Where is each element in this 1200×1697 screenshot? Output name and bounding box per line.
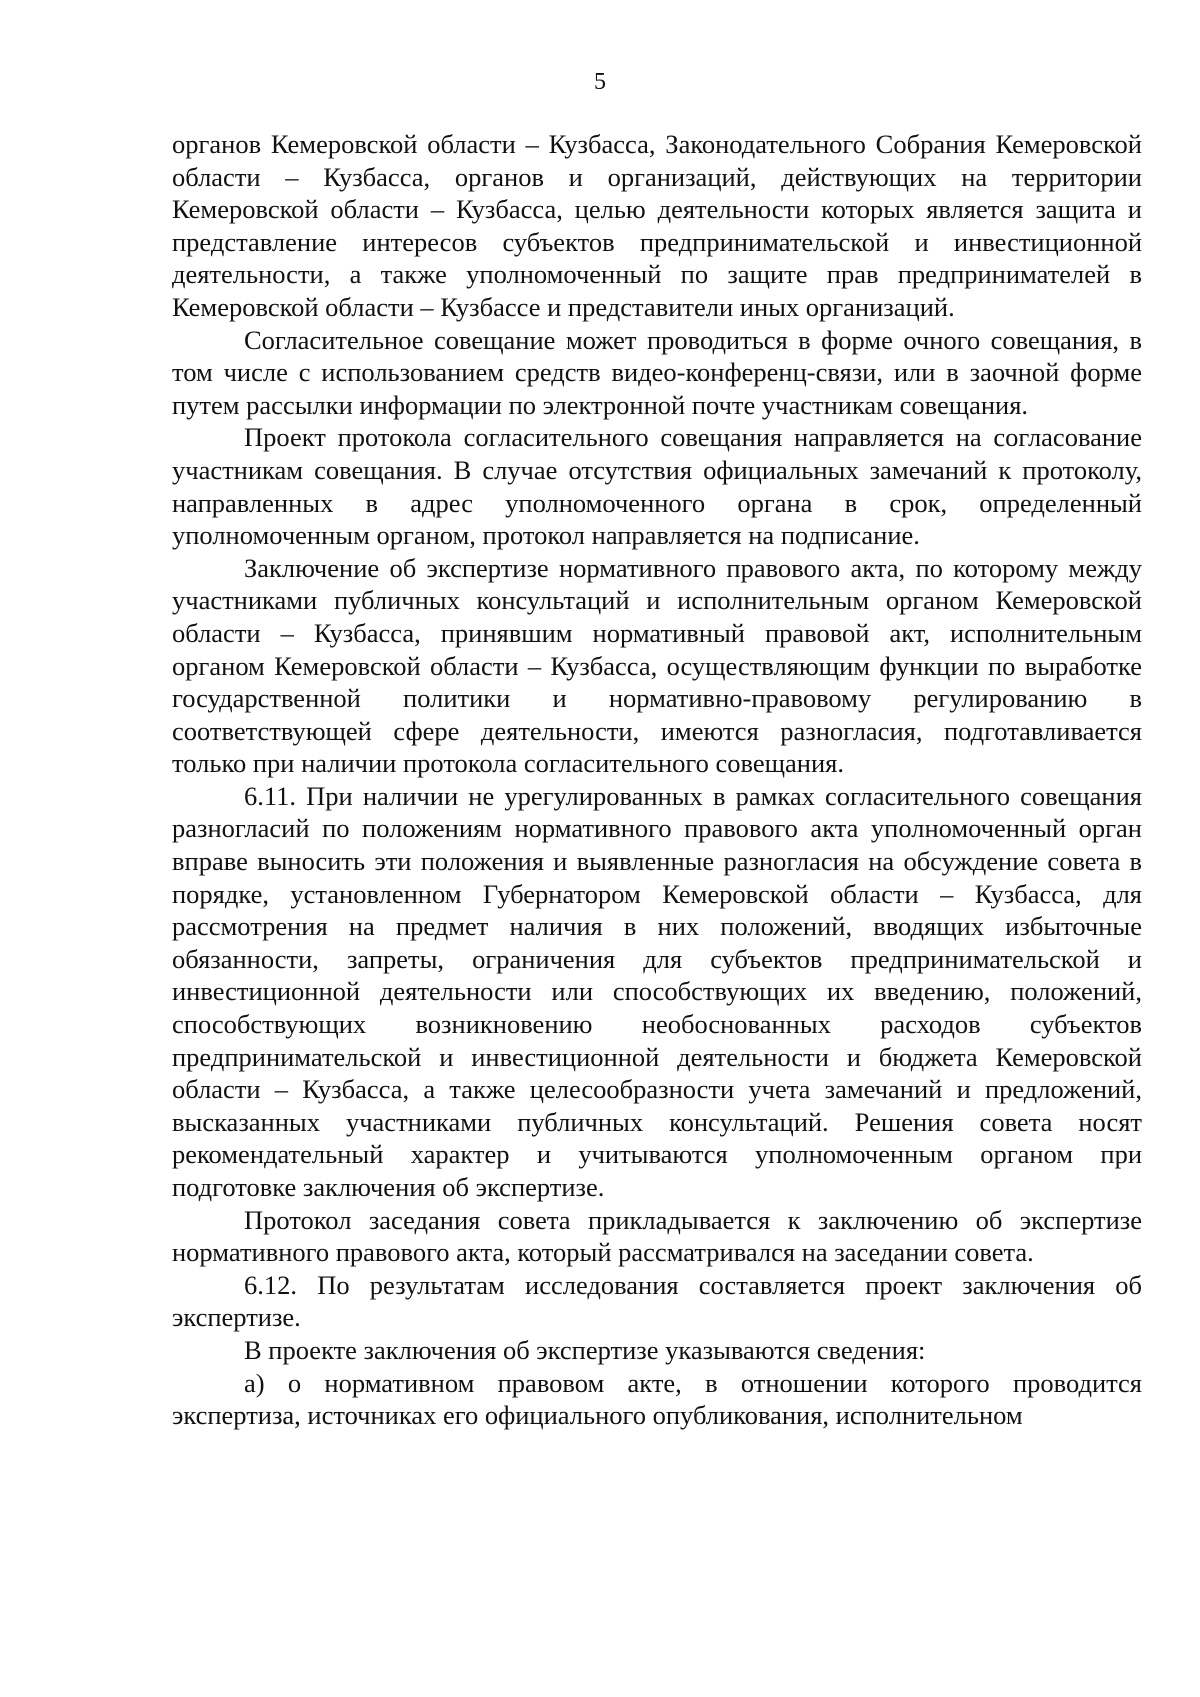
document-body xyxy=(172,128,1142,1432)
paragraph-clause-6-12: 6.12. По результатам исследования составляется проект заключения об экспертизе. xyxy=(172,1269,1142,1333)
paragraph-council-protocol: Протокол заседания совета прикладывается к заключению об экспертизе нормативного правового акта, который рассматривался на заседании совета. xyxy=(172,1204,1142,1268)
paragraph-clause-6-11: 6.11. При наличии не урегулированных в рамках согласительного совещания разногласий по положениям нормативного правового акта уполномоченный орган вправе выносить эти положения и выявленные разногласия на обсуждение совета в порядке, установленном Губернатором Кемеровской области – Кузбасса, для рассмотрения на предмет наличия в них положений, вводящих избыточные обязанности, запреты, ограничения для субъектов предпринимательской и инвестиционной деятельности или способствующих их введению, положений, способствующих возникновению необоснованных расходов субъектов предпринимательской и инвестиционной деятельности и бюджета Кемеровской области – Кузбасса, а также целесообразности учета замечаний и предложений, высказанных участниками публичных консультаций. Решения совета носят рекомендательный характер и учитываются уполномоченным органом при подготовке заключения об экспертизе. xyxy=(172,780,1142,1202)
paragraph-expert-conclusion: Заключение об экспертизе нормативного правового акта, по которому между участниками публичных консультаций и исполнительным органом Кемеровской области – Кузбасса, принявшим нормативный правовой акт, исполнительным органом Кемеровской области – Кузбасса, осуществляющим функции по выработке государственной политики и нормативно-правовому регулированию в соответствующей сфере деятельности, имеются разногласия, подготавливается только при наличии протокола согласительного совещания. xyxy=(172,552,1142,779)
paragraph-item-a: а) о нормативном правовом акте, в отношении которого проводится экспертиза, источниках его официального опубликования, исполнительном xyxy=(172,1367,1142,1431)
paragraph-conciliation-meeting-form: Согласительное совещание может проводиться в форме очного совещания, в том числе с использованием средств видео-конференц-связи, или в заочной форме путем рассылки информации по электронной почте участникам совещания. xyxy=(172,324,1142,420)
page-number: 5 xyxy=(594,69,606,95)
paragraph-protocol-draft: Проект протокола согласительного совещания направляется на согласование участникам совещания. В случае отсутствия официальных замечаний к протоколу, направленных в адрес уполномоченного органа в срок, определенный уполномоченным органом, протокол направляется на подписание. xyxy=(172,422,1142,551)
paragraph-draft-contents: В проекте заключения об экспертизе указываются сведения: xyxy=(244,1334,926,1365)
paragraph-continuation: органов Кемеровской области – Кузбасса, Законодательного Собрания Кемеровской области – Кузбасса, органов и организаций, действующих на территории Кемеровской области – Кузбасса, целью деятельности которых является защита и представление интересов субъектов предпринимательской и инвестиционной деятельности, а также уполномоченный по защите прав предпринимателей в Кемеровской области – Кузбассе и представители иных организаций. xyxy=(172,129,1142,322)
